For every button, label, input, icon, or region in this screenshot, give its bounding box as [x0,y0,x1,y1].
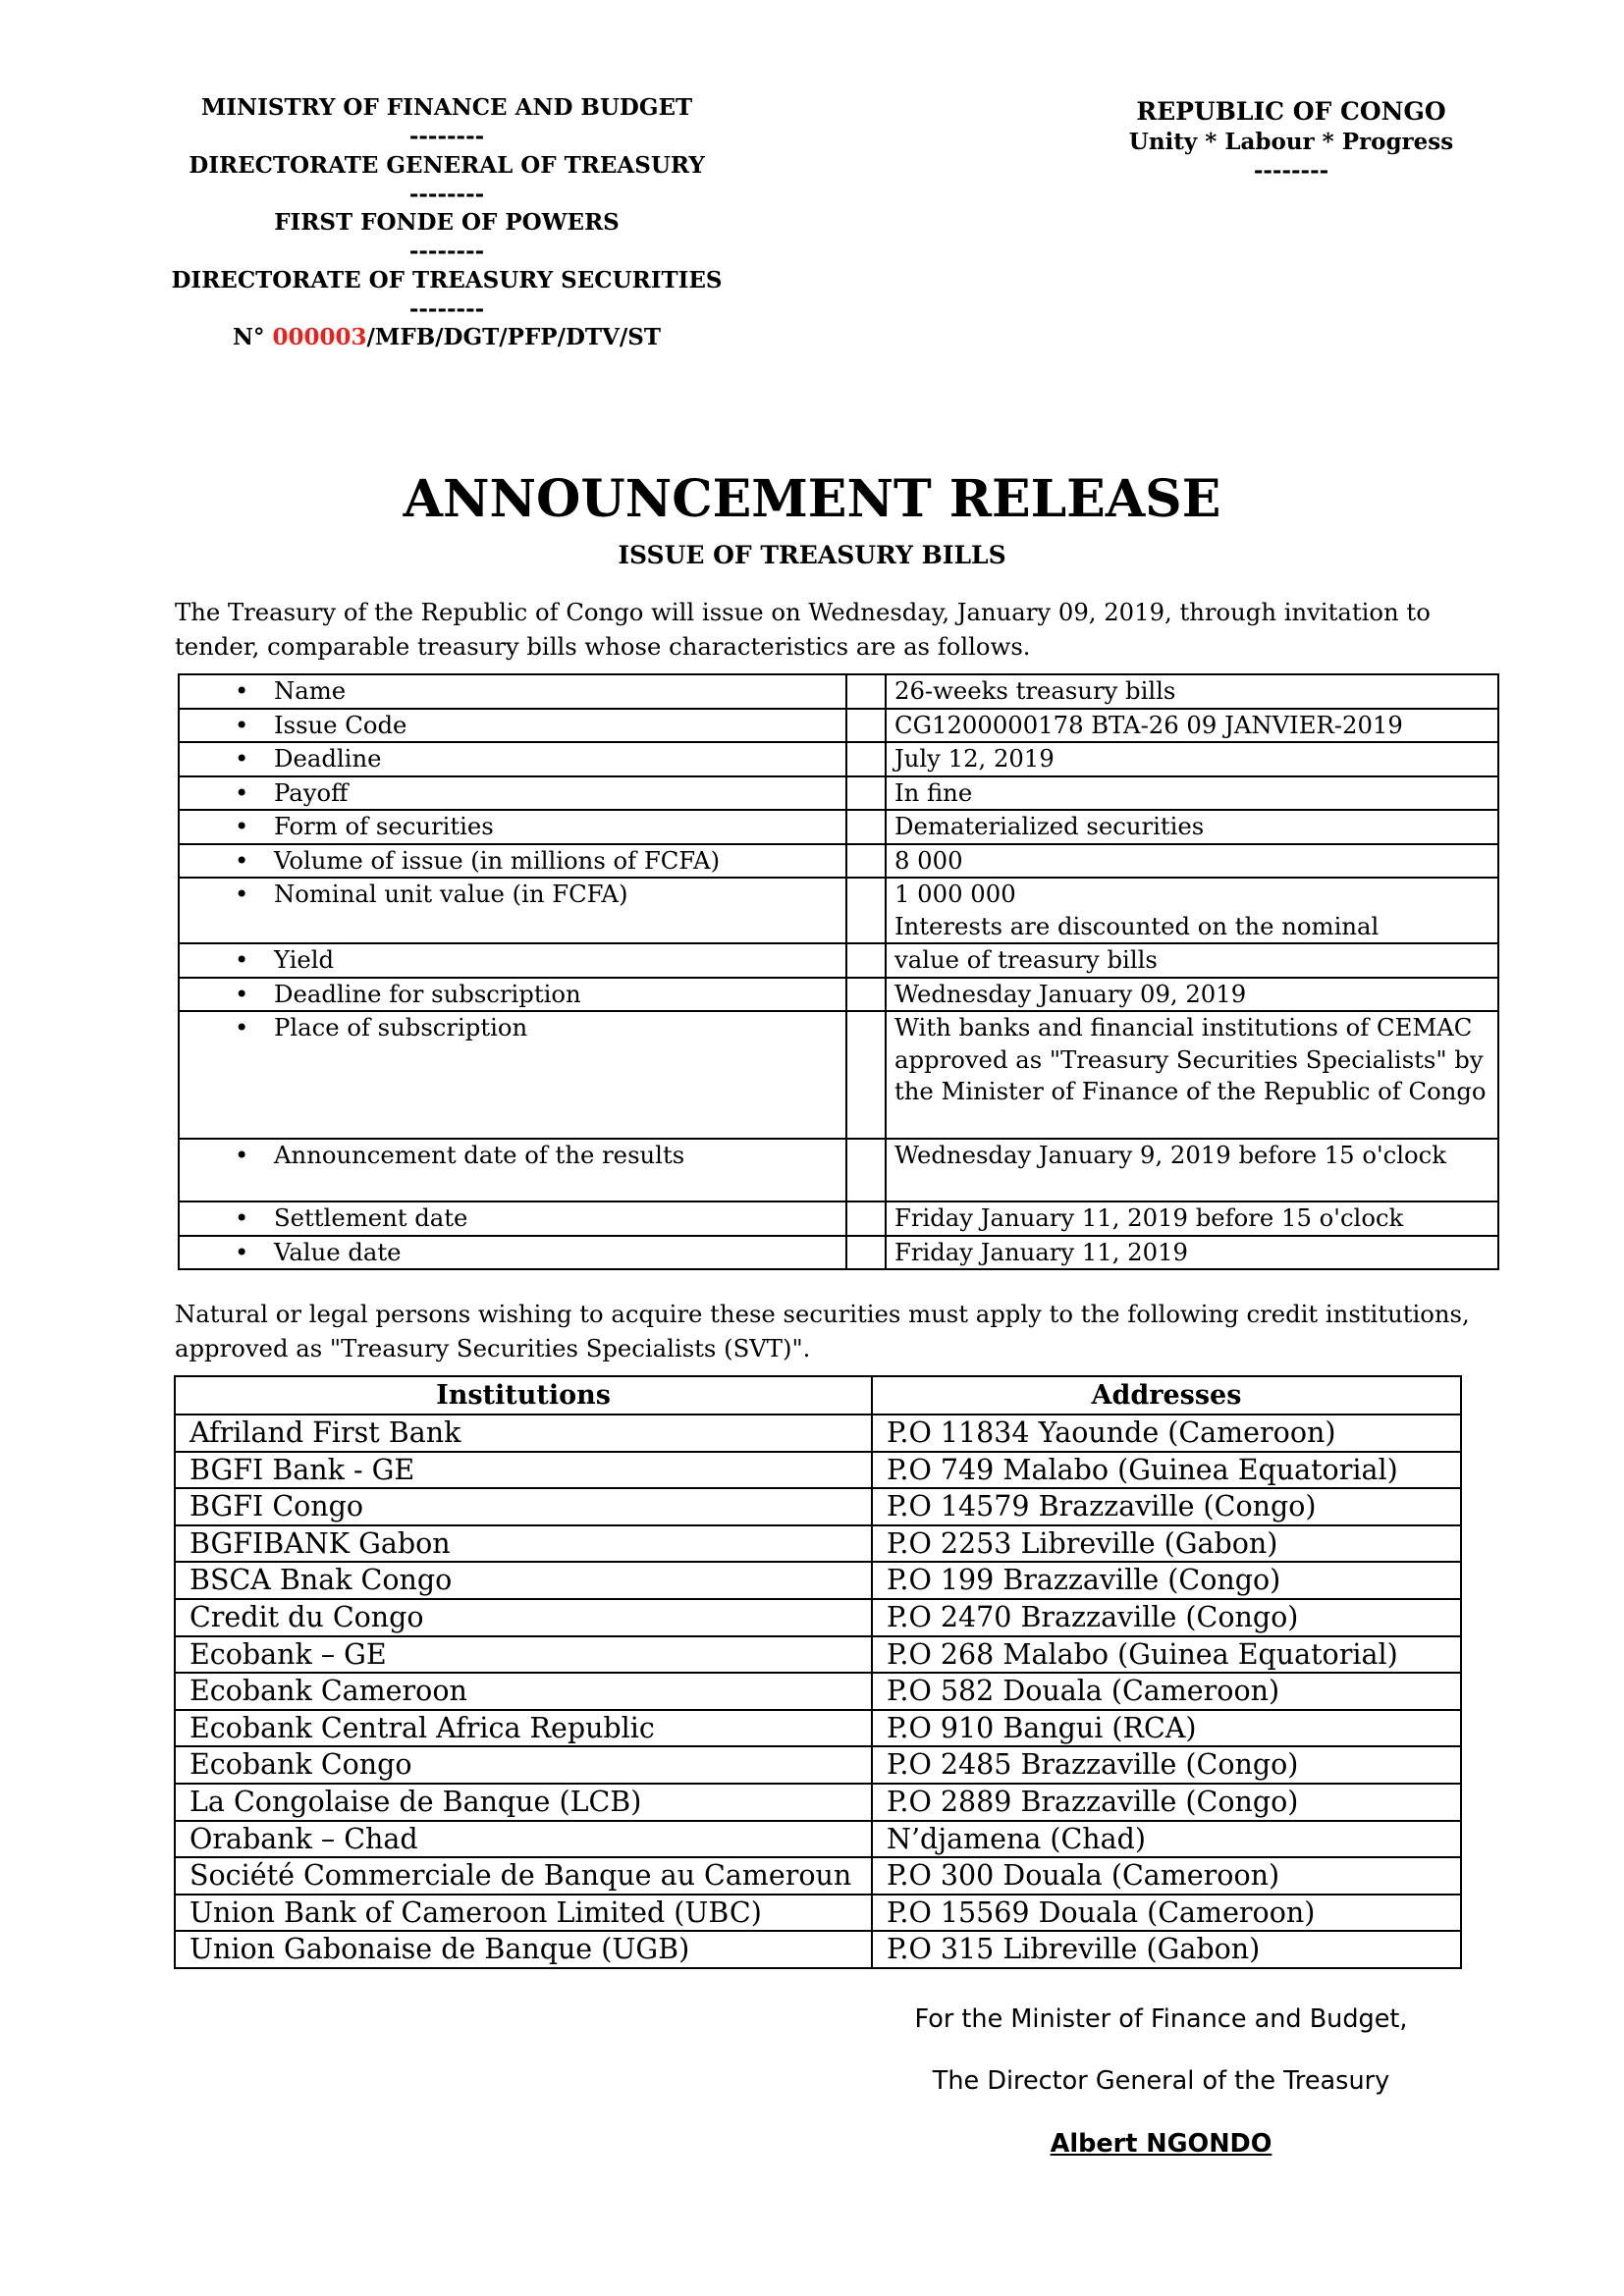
separator: -------- [408,238,485,265]
header-right-block [1085,95,1497,185]
table-row [175,1784,1461,1821]
institution-address: P.O 315 Libreville (Gabon) [872,1931,1461,1968]
institution-name: Ecobank Cameroon [175,1673,872,1710]
bullet-icon: • [235,1141,249,1169]
country-name: REPUBLIC OF CONGO [1136,97,1446,126]
characteristic-row [179,776,1498,811]
characteristic-label: Nominal unit value (in FCFA) [274,880,628,908]
characteristic-label-cell [179,1236,846,1270]
signature-line-minister: For the Minister of Finance and Budget, [914,2004,1408,2034]
spacer-cell [846,776,886,811]
bullet-icon: • [235,744,249,773]
characteristic-label: Form of securities [274,812,494,840]
characteristic-label: Volume of issue (in millions of FCFA) [274,845,721,875]
table-row [175,1415,1461,1452]
characteristic-row [179,844,1498,879]
characteristic-row [179,943,1498,978]
table-row [175,1452,1461,1489]
characteristic-label-cell [179,1139,846,1201]
institution-address: P.O 2485 Brazzaville (Congo) [872,1746,1461,1784]
spacer-cell [846,1236,886,1270]
institution-name: Société Commerciale de Banque au Cameroun [175,1857,872,1895]
table-row [175,1488,1461,1525]
spacer-cell [846,1139,886,1201]
institution-name: Ecobank Congo [175,1746,872,1784]
spacer-cell [846,844,886,879]
institution-address: P.O 910 Bangui (RCA) [872,1710,1461,1747]
spacer-cell [846,878,886,943]
institution-name: Orabank – Chad [175,1821,872,1858]
institution-name: BGFI Bank - GE [175,1452,872,1489]
institutions-table [174,1375,1462,1969]
characteristic-row [179,878,1498,943]
table-row [175,1710,1461,1747]
characteristic-row [179,674,1498,709]
characteristic-label-cell [179,844,846,879]
characteristic-row [179,1236,1498,1270]
signature-line-director: The Director General of the Treasury [932,2066,1390,2096]
characteristic-value-cell [886,1236,1498,1270]
document-title: ANNOUNCEMENT RELEASE [403,469,1221,529]
characteristic-label-cell [179,978,846,1012]
characteristic-label: Settlement date [274,1203,468,1232]
separator: -------- [408,180,485,207]
characteristic-label-cell [179,1201,846,1236]
characteristic-value-cell [886,943,1498,978]
separator: -------- [408,295,485,323]
institution-address: P.O 300 Douala (Cameroon) [872,1857,1461,1895]
separator: -------- [1253,157,1329,184]
table-row [175,1599,1461,1636]
characteristic-label-cell [179,878,846,943]
intro-paragraph: The Treasury of the Republic of Congo will issue on Wednesday, January 09, 2019, through invitation to tender, comparable treasury bills whose characteristics are as follows. [175,598,1431,661]
characteristic-value: In fine [894,777,973,807]
characteristic-label-cell [179,776,846,811]
bullet-icon: • [235,710,249,739]
table-row [175,1746,1461,1784]
characteristic-label: Place of subscription [274,1013,528,1041]
characteristic-label: Issue Code [274,710,407,739]
characteristic-label: Deadline for subscription [274,979,581,1008]
characteristic-value: 26-weeks treasury bills [894,676,1176,705]
characteristic-value-cell [886,810,1498,844]
characteristic-value: Wednesday January 9, 2019 before 15 o'clock [894,1141,1446,1169]
characteristics-table [178,673,1499,1270]
institution-address: P.O 582 Douala (Cameroon) [872,1673,1461,1710]
characteristic-label: Name [274,676,347,705]
characteristic-value-cell [886,742,1498,776]
characteristic-label: Value date [274,1237,402,1266]
characteristic-label-cell [179,674,846,709]
characteristic-label-cell [179,709,846,743]
characteristic-row [179,978,1498,1012]
characteristic-value: Dematerialized securities [894,812,1205,840]
characteristic-value-cell [886,1139,1498,1201]
characteristic-value: 1 000 000 [894,880,1016,908]
institution-name: Ecobank Central Africa Republic [175,1710,872,1747]
characteristic-label: Yield [274,945,335,974]
reference-number [157,323,736,351]
institution-name: Afriland First Bank [175,1415,872,1452]
characteristic-value: Wednesday January 09, 2019 [894,979,1247,1008]
characteristic-label: Payoff [274,777,349,807]
characteristic-value-cell [886,1201,1498,1236]
spacer-cell [846,1201,886,1236]
characteristic-value-cell [886,978,1498,1012]
characteristic-label-cell [179,742,846,776]
characteristic-value-cell [886,844,1498,879]
institution-name: La Congolaise de Banque (LCB) [175,1784,872,1821]
institution-address: P.O 2889 Brazzaville (Congo) [872,1784,1461,1821]
bullet-icon: • [235,777,249,807]
table-row [175,1673,1461,1710]
characteristic-label-cell [179,1011,846,1139]
institution-address: P.O 14579 Brazzaville (Congo) [872,1488,1461,1525]
institution-address: P.O 749 Malabo (Guinea Equatorial) [872,1452,1461,1489]
characteristic-value-cell [886,878,1498,943]
characteristic-value: 8 000 [894,845,963,875]
institutions-intro-paragraph: Natural or legal persons wishing to acquire these securities must apply to the following credit institutions, approved as "Treasury Securities Specialists (SVT)". [175,1300,1470,1362]
signatory-name: Albert NGONDO [1050,2129,1272,2159]
characteristic-value-cell [886,776,1498,811]
characteristic-value-continued: Interests are discounted on the nominal [894,911,1380,940]
ministry-name: MINISTRY OF FINANCE AND BUDGET [200,94,693,121]
table-row [175,1857,1461,1895]
characteristic-row [179,1201,1498,1236]
characteristic-row [179,1139,1498,1201]
institution-address: P.O 2253 Libreville (Gabon) [872,1525,1461,1563]
reference-number-highlight: 000003 [272,324,367,351]
header-left-block [157,93,736,352]
table-row [175,1562,1461,1599]
institution-name: BGFIBANK Gabon [175,1525,872,1563]
spacer-cell [846,1011,886,1139]
table-row [175,1895,1461,1932]
institution-address: N’djamena (Chad) [872,1821,1461,1858]
characteristic-label: Deadline [274,744,382,773]
reference-prefix: N° [232,324,273,351]
institution-name: Union Bank of Cameroon Limited (UBC) [175,1895,872,1932]
institution-name: Credit du Congo [175,1599,872,1636]
spacer-cell [846,742,886,776]
directorate-securities-name: DIRECTORATE OF TREASURY SECURITIES [171,266,723,294]
characteristic-label: Announcement date of the results [274,1141,685,1169]
spacer-cell [846,810,886,844]
table-row [175,1525,1461,1563]
characteristic-value-cell [886,674,1498,709]
bullet-icon: • [235,1203,249,1232]
institution-address: P.O 11834 Yaounde (Cameroon) [872,1415,1461,1452]
country-motto: Unity * Labour * Progress [1128,129,1454,155]
bullet-icon: • [235,1013,249,1041]
reference-suffix: /MFB/DGT/PFP/DTV/ST [366,324,662,351]
bullet-icon: • [235,812,249,840]
document-subtitle: ISSUE OF TREASURY BILLS [618,541,1006,569]
institution-name: Ecobank – GE [175,1636,872,1674]
separator: -------- [408,123,485,150]
institution-address: P.O 199 Brazzaville (Congo) [872,1562,1461,1599]
characteristic-value: Friday January 11, 2019 before 15 o'clock [894,1203,1404,1232]
bullet-icon: • [235,845,249,875]
characteristic-value: value of treasury bills [894,945,1158,974]
characteristic-value: CG1200000178 BTA-26 09 JANVIER-2019 [894,710,1403,739]
bullet-icon: • [235,676,249,705]
characteristic-label-cell [179,943,846,978]
characteristic-value-cell [886,709,1498,743]
institution-address: P.O 15569 Douala (Cameroon) [872,1895,1461,1932]
institution-address: P.O 2470 Brazzaville (Congo) [872,1599,1461,1636]
first-fonde-name: FIRST FONDE OF POWERS [274,209,620,237]
bullet-icon: • [235,979,249,1008]
characteristic-value: With banks and financial institutions of CEMAC approved as "Treasury Securities Specialists" by the Minister of Finance of the Republic of Congo [894,1013,1487,1105]
institution-address: P.O 268 Malabo (Guinea Equatorial) [872,1636,1461,1674]
bullet-icon: • [235,880,249,908]
institution-name: BGFI Congo [175,1488,872,1525]
institution-name: BSCA Bnak Congo [175,1562,872,1599]
spacer-cell [846,943,886,978]
institution-name: Union Gabonaise de Banque (UGB) [175,1931,872,1968]
characteristic-row [179,742,1498,776]
table-header-row [175,1376,1461,1415]
column-header-institutions: Institutions [175,1376,872,1415]
bullet-icon: • [235,945,249,974]
table-row [175,1821,1461,1858]
column-header-addresses: Addresses [872,1376,1461,1415]
spacer-cell [846,978,886,1012]
characteristic-row [179,810,1498,844]
table-row [175,1931,1461,1968]
directorate-general-name: DIRECTORATE GENERAL OF TREASURY [189,151,705,179]
characteristic-value: Friday January 11, 2019 [894,1237,1189,1266]
characteristic-row [179,1011,1498,1139]
bullet-icon: • [235,1237,249,1266]
characteristic-value: July 12, 2019 [894,744,1055,773]
characteristic-value-cell [886,1011,1498,1139]
characteristic-label-cell [179,810,846,844]
table-row [175,1636,1461,1674]
spacer-cell [846,709,886,743]
spacer-cell [846,674,886,709]
characteristic-row [179,709,1498,743]
